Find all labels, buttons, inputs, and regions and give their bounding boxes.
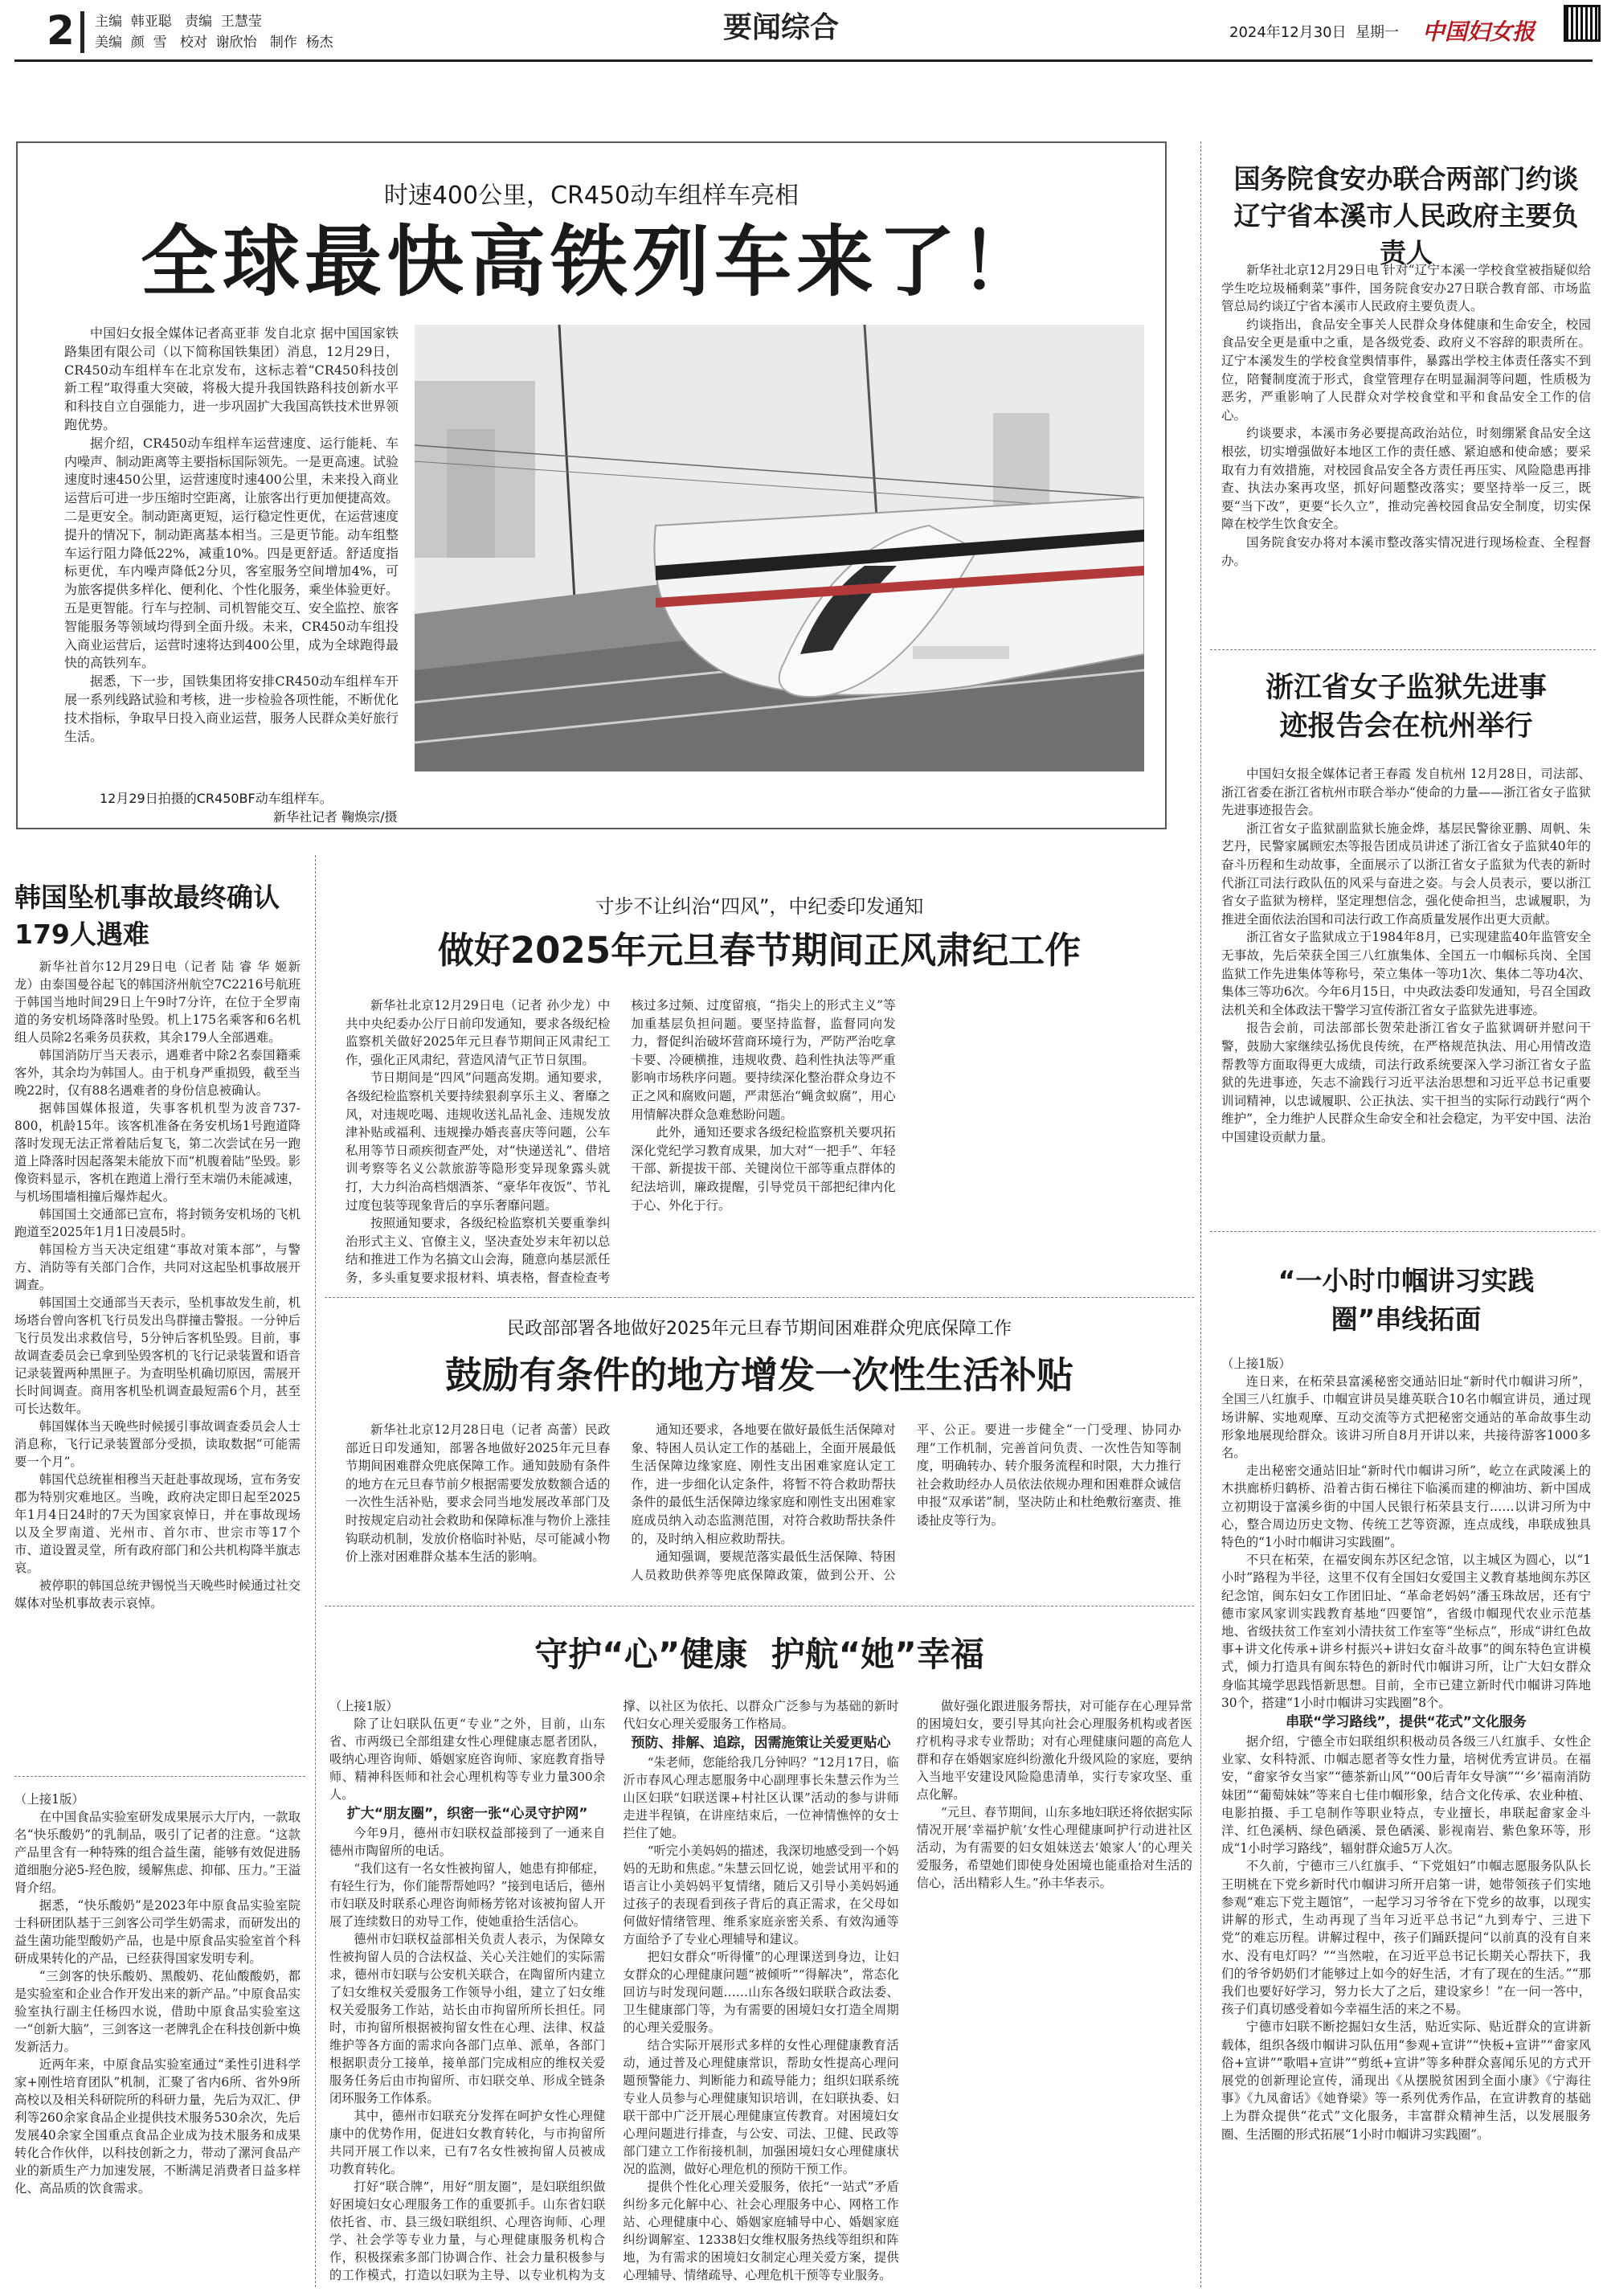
- guard-paragraph: “我们这有一名女性被拘留人，她患有抑郁症，有轻生行为，你们能帮帮她吗？”接到电话后，德州市妇联及时联系心理咨询师杨芳铭对该被拘留人开展了连续数日的劝导工作，使她重拾生活信心。: [329, 1861, 606, 1929]
- lead-body: [64, 325, 399, 746]
- zhejiang-paragraph: 浙江省女子监狱成立于1984年8月，已实现建监40年监管安全无事故，先后荣获全国三八红旗集体、全国五一巾帼标兵岗、全国监狱工作先进集体等称号，荣立集体一等功1次、集体二等功4次、集体三等功6次。今年6月15日，中央政法委印发通知，号召全国政法机关和全体政法干警学习宣传浙江省女子监狱先进事迹。: [1221, 930, 1591, 1017]
- civil-headline: 鼓励有条件的地方增发一次性生活补贴: [445, 1353, 1073, 1397]
- lecture-paragraph: 不只在柘荣，在福安闽东苏区纪念馆，以主城区为圆心，以“1小时”路程为半径，这里不仅有全国妇女爱国主义教育基地闽东苏区纪念馆，闽东妇女工作团旧址、“革命老妈妈”潘玉珠故居，还有宁德市家风家训实践教育基地“四要馆”，省级巾帼现代农业示范基地、省级扶贫工作室刘小清扶贫工作室等“坐标点”，形成“讲红色故事+讲文化传承+讲乡村振兴+讲妇女奋斗故事”的闽东特色宣讲模式，倾力打造具有闽东特色的新时代巾帼讲习所，让广大妇女群众身临其境学思践悟新思想。目前，全市已建立新时代巾帼讲习阵地30个，搭建“1小时巾帼讲习实践圈”8个。: [1221, 1553, 1591, 1710]
- lecture-paragraph: 不久前，宁德市三八红旗手、“下党姐妇”巾帼志愿服务队队长王明桃在下党乡新时代巾帼讲习所开启第一讲，她带领孩子们实地参观“难忘下党主题馆”，一起学习习爷爷在下党乡的故事，以现实讲解的形式，生动再现了当年习近平总书记“九到寿宁、三进下党”的难忘历程。讲解过程中，孩子们踊跃提问“以前真的没有自来水、没有电灯吗？”“当然啦，在习近平总书记长期关心帮扶下，我们的爷爷奶奶们才能够过上如今的好生活，才有了现在的生活。”“那我们也要好好学习，努力长大了之后，建设家乡！”在一问一答中，孩子们真切感受着如今幸福生活的来之不易。: [1221, 1859, 1591, 2017]
- guard-headline: 守护“心”健康 护航“她”幸福: [534, 1635, 984, 1674]
- photo-caption: 12月29日拍摄的CR450BF动车组样车。: [100, 791, 333, 806]
- guard-body: [329, 1697, 1192, 2289]
- lead-paragraph: 中国妇女报全媒体记者高亚菲 发自北京 据中国国家铁路集团有限公司（以下简称国铁集团）消息，12月29日，CR450动车组样车在北京发布，这标志着“CR450科技创新工程”取得重大突破，将极大提升我国铁路科技创新水平和科技自立自强能力，进一步巩固扩大我国高铁技术世界领跑优势。: [64, 325, 399, 432]
- discipline-body: [346, 997, 1181, 1287]
- masthead-rule: [14, 59, 1593, 62]
- guard-paragraph: “元旦、春节期间，山东多地妇联还将依据实际情况开展‘幸福护航’女性心理健康呵护行动进社区活动，为有需要的妇女姐妹送去‘娘家人’的心理关爱服务，希望她们即使身处困境也能重拾对生活的信心，活出精彩人生。”孙丰华表示。: [916, 1805, 1192, 1890]
- guard-paragraph: 除了让妇联队伍更“专业”之外，目前，山东省、市两级已全部组建女性心理健康志愿者团队，吸纳心理咨询师、婚姻家庭咨询师、家庭教育指导师、精神科医师和社会心理机构等专业力量300余人。: [329, 1717, 606, 1802]
- korea-paragraph: 韩国媒体当天晚些时候援引事故调查委员会人士消息称，飞行记录装置部分受损，读取数据“可能需要一个月”。: [14, 1419, 301, 1469]
- zhejiang-paragraph: 浙江省女子监狱副监狱长施金烨，基层民警徐亚鹏、周帆、朱艺丹，民警家属顾宏杰等报告团成员讲述了浙江省女子监狱40年的奋斗历程和生动故事，全面展示了以浙江省女子监狱为代表的新时代浙江司法行政队伍的风采与奋进之姿。与会人员表示，要以浙江省女子监狱为榜样，坚定理想信念，强化使命担当，忠诚履职，为推进全面依法治国和司法行政工作高质量发展作出更大贡献。: [1221, 821, 1591, 927]
- page-number-bar: [80, 11, 84, 53]
- train-photo: [415, 325, 1144, 771]
- right-column-divider: [1200, 141, 1201, 2287]
- lecture-subhead: 串联“学习路线”，提供“花式”文化服务: [1286, 1714, 1527, 1731]
- lab-paragraph: 近两年来，中原食品实验室通过“柔性引进科学家+刚性培育团队”机制，汇聚了省内6所、省外9所高校以及相关科研院所的科研力量，先后为双汇、伊利等260余家食品企业提供技术服务530余次，先后发展40余家全国重点食品企业成为技术服务和成果转化合作伙伴，以科技创新之力，带动了漯河食品产业的新质生产力加速发展，不断满足消费者日益多样化、高品质的饮食需求。: [14, 2057, 301, 2196]
- lab-body: [14, 1791, 301, 2197]
- left-column-divider: [315, 855, 316, 2287]
- discipline-paragraph: 新华社北京12月29日电（记者 孙少龙）中共中央纪委办公厅日前印发通知，要求各级纪检监察机关做好2025年元旦春节期间正风肃纪工作，强化正风肃纪，营造风清气正节日氛围。: [346, 998, 611, 1067]
- lab-from: （上接1版）: [14, 1792, 84, 1807]
- zhejiang-paragraph: 报告会前，司法部部长贺荣赴浙江省女子监狱调研并慰问干警，鼓励大家继续弘扬优良传统，在严格规范执法、用心用情改造帮教等方面取得更大成绩，司法行政系统要深入学习浙江省女子监狱的先进事迹，矢志不渝践行习近平法治思想和习近平总书记重要训词精神，以忠诚履职、公正执法、实干担当的实际行动践行“两个维护”，全力维护人民群众生命安全和社会稳定，为平安中国、法治中国建设贡献力量。: [1221, 1021, 1591, 1144]
- guard-paragraph: 德州市妇联权益部相关负责人表示，为保障女性被拘留人员的合法权益、关心关注她们的实际需求，德州市妇联与公安机关联合，在陶留所内建立了妇女维权关爱服务工作领导小组，建立了妇女维权关爱服务工作站，站长由市拘留所所长担任。同时，市拘留所根据被拘留女性在心理、法律、权益维护等各方面的需求向各部门点单、派单，各部门根据职责分工接单，接单部门完成相应的维权关爱服务任务后由市拘留所、市妇联交单、形成全链条闭环服务工作体系。: [329, 1932, 606, 2106]
- divider: [1210, 1231, 1596, 1232]
- guard-paragraph: “朱老师，您能给我几分钟吗？”12月17日，临沂市春风心理志愿服务中心副理事长朱慧云作为兰山区妇联“妇联送课+村社区认课”活动的参与讲师走进半程镇，在讲座结束后，一位神情憔悴的女士拦住了她。: [623, 1755, 899, 1840]
- page-number: 2: [47, 7, 75, 54]
- lecture-paragraph: 连日来，在柘荣县富溪秘密交通站旧址“新时代巾帼讲习所”，全国三八红旗手、巾帼宣讲员吴雄英联合10名巾帼宣讲员，通过现场讲解、实地观摩、互动交流等方式把秘密交通站的革命故事生动形象地展现给群众。该讲习所自8月开讲以来，共接待游客1000多名。: [1221, 1374, 1591, 1461]
- train-illustration: [415, 325, 1144, 771]
- lab-paragraph: “三剑客的快乐酸奶、黑酸奶、花仙酸酸奶，都是实验室和企业合作开发出来的新产品。”中原食品实验室执行副主任杨四水说，借助中原食品实验室这一“创新大脑”，三剑客这一老牌乳企在科技创新中焕发新活力。: [14, 1969, 301, 2054]
- guard-paragraph: 结合实际开展形式多样的女性心理健康教育活动，通过普及心理健康常识，帮助女性提高心理问题预警能力、判断能力和疏导能力；组织妇联系统专业人员参与心理健康知识培训，在妇联执委、妇联干部中广泛开展心理健康宣传教育。对困境妇女心理问题进行排查，与公安、司法、卫健、民政等部门建立工作衔接机制，加强困境妇女心理健康状况的监测，做好心理危机的预防干预工作。: [623, 2038, 899, 2176]
- discipline-paragraph: 节日期间是“四风”问题高发期。通知要求，各级纪检监察机关要持续狠刹享乐主义、奢靡之风，对违规吃喝、违规收送礼品礼金、违规发放津补贴或福利、违规操办婚丧喜庆等问题，公车私用等节日顽疾彻查严处，对“快递送礼”、借培训考察等名义公款旅游等隐形变异现象露头就打，大力纠治高档烟酒茶、“豪华年夜饭”、节礼过度包装等现象背后的享乐奢靡问题。: [346, 1070, 611, 1213]
- lead-paragraph: 据悉，下一步，国铁集团将安排CR450动车组样车开展一系列线路试验和考核，进一步检验各项性能，不断优化技术指标，争取早日投入商业运营，服务人民群众美好旅行生活。: [64, 673, 399, 744]
- discipline-paragraph: 按照通知要求，各级纪检监察机关要重拳纠治形式主义、官僚主义，坚决查处岁末年初以总结和推进工作为名搞文山会海，随意向基层派任务，多头重复要求报材料、填表格，督查检查考核过多过频、过度留痕，“指尖上的形式主义”等加重基层负担问题。要坚持监督，监督同向发力，督促纠治破坏营商环境行为，严防严治吃拿卡要、冷硬横推，违规收费、趋利性执法等严重影响市场秩序问题。要持续深化整治群众身边不正之风和腐败问题，严肃惩治“蝇贪蚁腐”，用心用情解决群众急难愁盼问题。: [346, 998, 896, 1285]
- discipline-kicker: 寸步不让纠治“四风”，中纪委印发通知: [595, 895, 924, 918]
- korea-body: [14, 958, 301, 1612]
- food-safety-body: [1221, 261, 1591, 570]
- lecture-from: （上接1版）: [1221, 1357, 1291, 1371]
- lab-paragraph: 据悉，“快乐酸奶”是2023年中原食品实验室院士科研团队基于三剑客公司学生奶需求，而研发出的益生菌功能型酸奶产品，也是中原食品实验室首个科研成果转化的产品，已经获得国家发明专利。: [14, 1898, 301, 1966]
- zhejiang-paragraph: 中国妇女报全媒体记者王春霞 发自杭州 12月28日，司法部、浙江省委在浙江省杭州市联合举办“使命的力量——浙江省女子监狱先进事迹报告会。: [1221, 767, 1591, 818]
- qr-code: [1564, 5, 1601, 42]
- divider: [14, 1776, 305, 1777]
- guard-paragraph: 打好“联合牌”，用好“朋友圈”，是妇联组织做好困境妇女心理服务工作的重要抓手。山东省妇联依托省、市、县三级妇联组织、心理咨询师、心理学、社会学等专业力量，与心理健康服务机构合作，积极探索多部门协调合作、社会力量积极参与的工作模式，打造以妇联为主导、以专业机构为支撑、以社区为依托、以群众广泛参与为基础的新时代妇女心理关爱服务工作格局。: [329, 1699, 899, 2282]
- lead-paragraph: 据介绍，CR450动车组样车运营速度、运行能耗、车内噪声、制动距离等主要指标国际领先。一是更高速。试验速度时速450公里，运营速度时速400公里，未来投入商业运营后可进一步压缩时空距离，让旅客出行更加便捷高效。二是更安全。制动距离更短，运行稳定性更优，在运营速度提升的情况下，制动距离基本相当。三是更节能。动车组整车运行阻力降低22%，减重10%。四是更舒适。舒适度指标更优，车内噪声降低2分贝，客室服务空间增加4%，可为旅客提供多样化、便利化、个性化服务，乘坐体验更好。五是更智能。行车与控制、司机智能交互、安全监控、旅客智能服务等领域均得到全面升级。未来，CR450动车组投入商业运营后，运营时速将达到400公里，成为全球跑得最快的高铁列车。: [64, 435, 399, 671]
- lecture-paragraph: 走出秘密交通站旧址“新时代巾帼讲习所”，屹立在武陵溪上的木拱廊桥归鹤桥、沿着古街石梯往下临溪而建的柳油坊、新中国成立初期设于富溪乡街的中国人民银行柘荣县支行……以讲习所为中心，整合周边历史文物、传统工艺等资源，连点成线，串联成独具特色的“1小时巾帼讲习实践圈”。: [1221, 1463, 1591, 1550]
- masthead: [0, 0, 1607, 63]
- korea-headline: 韩国坠机事故最终确认179人遇难: [14, 882, 280, 950]
- lab-paragraph: 在中国食品实验室研发成果展示大厅内，一款取名“快乐酸奶”的乳制品，吸引了记者的注意。“这款产品里含有一种特殊的组合益生菌，能够有效促进肠道细胞分泌5-羟色胺，缓解焦虑、抑郁、压力。”王溢肾介绍。: [14, 1810, 301, 1895]
- staff-line-2: 美编 颜 雪 校对 谢欣怡 制作 杨杰: [95, 35, 333, 51]
- lead-kicker: 时速400公里，CR450动车组样车亮相: [383, 182, 799, 210]
- guard-from: （上接1版）: [329, 1699, 399, 1713]
- guard-paragraph: 把妇女群众“听得懂”的心理课送到身边，让妇女群众的心理健康问题“被倾听”“得解决”，常态化回访与时发现问题……山东各级妇联联合政法委、卫生健康部门等，为有需要的困境妇女打造全周期的心理关爱服务。: [623, 1950, 899, 2035]
- korea-paragraph: 韩国检方当天决定组建“事故对策本部”，与警方、消防等有关部门合作，共同对这起坠机事故展开调查。: [14, 1242, 301, 1292]
- zhejiang-body: [1221, 765, 1591, 1146]
- lecture-headline: “一小时巾帼讲习实践圈”串线拓面: [1278, 1265, 1535, 1335]
- korea-paragraph: 韩国代总统崔相穆当天赶赴事故现场，宣布务安郡为特别灾难地区。当晚，政府决定即日起至2025年1月4日24时的7天为国家哀悼日，并在事故现场以及全罗南道、光州市、首尔市、世宗市等17个市、道设置灵堂，所有政府部门和公共机构降半旗志哀。: [14, 1472, 301, 1575]
- korea-paragraph: 新华社首尔12月29日电（记者 陆 睿 华 姬新龙）由泰国曼谷起飞的韩国济州航空7C2216号航班于韩国当地时间29日上午9时7分许，在位于全罗南道的务安机场降落时坠毁。机上175名乘客和6名机组人员除2名乘务员获救，其余179人全部遇难。: [14, 960, 301, 1045]
- civil-paragraph: 新华社北京12月28日电（记者 高蕾）民政部近日印发通知，部署各地做好2025年元旦春节期间困难群众兜底保障工作。通知鼓励有条件的地方在元旦春节前夕根据需要发放数额合适的一次性生活补贴，要求会同当地发展改革部门及时按规定启动社会救助和保障标准与物价上涨挂钩联动机制，发放价格临时补贴，尽可能减小物价上涨对困难群众基本生活的影响。: [346, 1422, 611, 1565]
- civil-paragraph: 通知强调，要规范落实最低生活保障、特困人员救助供养等兜底保障政策，做到公开、公平、公正。要进一步健全“一门受理、协同办理”工作机制，完善首问负责、一次性告知等制度，明确转办、转介服务流程和时限，大力推行社会救助经办人员依法依规办理和困难群众诚信申报“双承诺”制，坚决防止和杜绝敷衍塞责、推诿扯皮等行为。: [631, 1422, 1181, 1582]
- korea-paragraph: 据韩国媒体报道，失事客机机型为波音737-800，机龄15年。该客机准备在务安机场1号跑道降落时发现无法正常着陆后复飞，第二次尝试在另一跑道上降落时因起落架未能放下而“机腹着陆”坠毁。影像资料显示，客机在跑道上滑行至末端仍未能减速，与机场围墙相撞后爆炸起火。: [14, 1101, 301, 1204]
- section-title: 要闻综合: [723, 11, 840, 44]
- discipline-paragraph: 此外，通知还要求各级纪检监察机关要巩拓深化党纪学习教育成果，加大对“一把手”、年轻干部、新提拔干部、关键岗位干部等重点群体的纪法培训，廉政提醒，引导党员干部把纪律内化于心、外化于行。: [631, 1125, 896, 1213]
- civil-body: [346, 1421, 1181, 1586]
- food-safety-headline: 国务院食安办联合两部门约谈辽宁省本溪市人民政府主要负责人: [1233, 163, 1579, 268]
- issue-date: 2024年12月30日 星期一: [1229, 24, 1400, 41]
- guard-subhead-1: 扩大“朋友圈”，织密一张“心灵守护网”: [346, 1806, 588, 1822]
- food-safety-paragraph: 约谈指出，食品安全事关人民群众身体健康和生命安全，校园食品安全更是重中之重，是各级党委、政府义不容辞的职责所在。辽宁本溪发生的学校食堂舆情事件，暴露出学校主体责任落实不到位，陪餐制度流于形式，食堂管理存在明显漏洞等问题，性质极为恶劣，严重影响了人民群众对学校食堂和平和食品安全工作的信心。: [1221, 317, 1591, 423]
- food-safety-paragraph: 约谈要求，本溪市务必要提高政治站位，时刻绷紧食品安全这根弦，切实增强做好本地区工作的责任感、紧迫感和使命感；要采取有力有效措施，对校园食品安全各方责任再压实、风险隐患再排查、执法办案再攻坚，抓好问题整改落实；要坚持举一反三，既要“当下改”，更要“长久立”，推动完善校园食品安全制度，切实保障在校学生饮食安全。: [1221, 426, 1591, 532]
- lecture-body: [1221, 1355, 1591, 2143]
- civil-kicker: 民政部部署各地做好2025年元旦春节期间困难群众兜底保障工作: [507, 1319, 1012, 1339]
- lecture-paragraph: 据介绍，宁德全市妇联组织积极动员各级三八红旗手、女性企业家、女科特派、巾帼志愿者等女性力量，培树优秀宣讲员。在福安，“畲家爷女当家”“德茶新山风”“00后青年女导演”“‘乡’福南消防妹团”“葡萄妹妹”等来自七佳巾帼形象，结合文化传承、农业种植、电影拍摄、手工皂制作等职业特点，专业擅长，串联起畲家金斗洋、红色溪柄、绿色硒溪、景色硒溪、影视南岩、紫色象环等，形成“1小时学习路线”，辐射群众逾5万人次。: [1221, 1734, 1591, 1856]
- guard-paragraph: 其中，德州市妇联充分发挥在呵护女性心理健康中的优势作用，促进妇女教育转化，与市拘留所共同开展工作以来，已有7名女性被拘留人员被成功教育转化。: [329, 2109, 606, 2176]
- staff-line-1: 主编 韩亚聪 责编 王慧莹: [95, 14, 262, 30]
- food-safety-paragraph: 国务院食安办将对本溪市整改落实情况进行现场检查、全程督办。: [1221, 534, 1591, 568]
- lead-headline: 全球最快高铁列车来了！: [141, 217, 1042, 307]
- food-safety-paragraph: 新华社北京12月29日电 针对“辽宁本溪一学校食堂被指疑似给学生吃垃圾桶剩菜”事件，国务院食安办27日联合教育部、市场监管总局约谈辽宁省本溪市人民政府主要负责人。: [1221, 263, 1591, 314]
- guard-paragraph: 今年9月，德州市妇联权益部接到了一通来自德州市陶留所的电话。: [329, 1826, 606, 1858]
- guard-paragraph: 提供个性化心理关爱服务，依托“一站式”矛盾纠纷多元化解中心、社会心理服务中心、网格工作站、心理健康中心、婚姻家庭辅导中心、婚姻家庭纠纷调解室、12338妇女维权服务热线等组织和阵地，为有需求的困境妇女制定心理关爱方案，提供心理辅导、情绪疏导、心理危机干预等专业服务。: [623, 2179, 899, 2282]
- photo-credit: 新华社记者 鞠焕宗/摄: [273, 809, 398, 825]
- korea-paragraph: 被停职的韩国总统尹锡悦当天晚些时候通过社交媒体对坠机事故表示哀悼。: [14, 1578, 301, 1610]
- guard-paragraph: 做好强化跟进服务帮扶，对可能存在心理异常的困境妇女，要引导其向社会心理服务机构或者医疗机构寻求专业帮助；对有心理健康问题的高危人群和存在婚姻家庭纠纷激化升级风险的家庭，要纳入当地平安建设风险隐患清单，实行专家攻坚、重点化解。: [916, 1699, 1192, 1802]
- guard-paragraph: “听完小美妈妈的描述，我深切地感受到一个妈妈的无助和焦虑。”朱慧云回忆说，她尝试用平和的语言让小美妈妈平复情绪，随后又引导小美妈妈通过孩子的表现看到孩子背后的真正需求，在父母如何做好情绪管理、维系家庭亲密关系、有效沟通等方面给予了专业心理辅导和建议。: [623, 1844, 899, 1946]
- guard-subhead-2: 预防、排解、追踪，因需施策让关爱更贴心: [631, 1735, 891, 1751]
- korea-paragraph: 韩国国土交通部已宣布，将封锁务安机场的飞机跑道至2025年1月1日凌晨5时。: [14, 1207, 301, 1239]
- discipline-headline: 做好2025年元旦春节期间正风肃纪工作: [437, 929, 1082, 972]
- zhejiang-headline: 浙江省女子监狱先进事迹报告会在杭州举行: [1265, 672, 1547, 743]
- divider: [325, 1297, 1194, 1298]
- korea-paragraph: 韩国消防厅当天表示，遇难者中除2名泰国籍乘客外，其余均为韩国人。由于机身严重损毁，截至当晚22时，仅有88名遇难者的身份信息被确认。: [14, 1048, 301, 1098]
- lecture-paragraph: 宁德市妇联不断挖掘妇女生活，贴近实际、贴近群众的宣讲新载体，组织各级巾帼讲习队伍用“参观+宣讲”“快板+宣讲”“畲家风俗+宣讲”“歌唱+宣讲”“剪纸+宣讲”等多种群众喜闻乐见的方式开展党的创新理论宣传，涌现出《从摆脱贫困到全面小康》《宁海往事》《九凤畲话》《她脊梁》等一系列优秀作品，在宣讲教育的基础上为群众提供“花式”文化服务，丰富群众精神生活，以发展服务圈、生活圈的形式拓展“1小时巾帼讲习实践圈”。: [1221, 2020, 1591, 2142]
- paper-logo: 中国妇女报: [1422, 18, 1535, 45]
- divider: [1210, 649, 1596, 650]
- civil-paragraph: 通知还要求，各地要在做好最低生活保障对象、特困人员认定工作的基础上，全面开展最低生活保障边缘家庭、刚性支出困难家庭认定工作，进一步细化认定条件，将暂不符合救助帮扶条件的最低生活保障边缘家庭和刚性支出困难家庭成员纳入动态监测范围，对符合救助帮扶条件的，及时纳入相应救助帮扶。: [631, 1422, 896, 1546]
- korea-paragraph: 韩国国土交通部当天表示，坠机事故发生前，机场塔台曾向客机飞行员发出鸟群撞击警报。一分钟后飞行员发出求救信号，5分钟后客机坠毁。目前，事故调查委员会已拿到坠毁客机的飞行记录装置和语音记录装置两种黑匣子。为查明坠机确切原因，需展开长时间调查。商用客机坠机调查最短需6个月，甚至可长达数年。: [14, 1295, 301, 1416]
